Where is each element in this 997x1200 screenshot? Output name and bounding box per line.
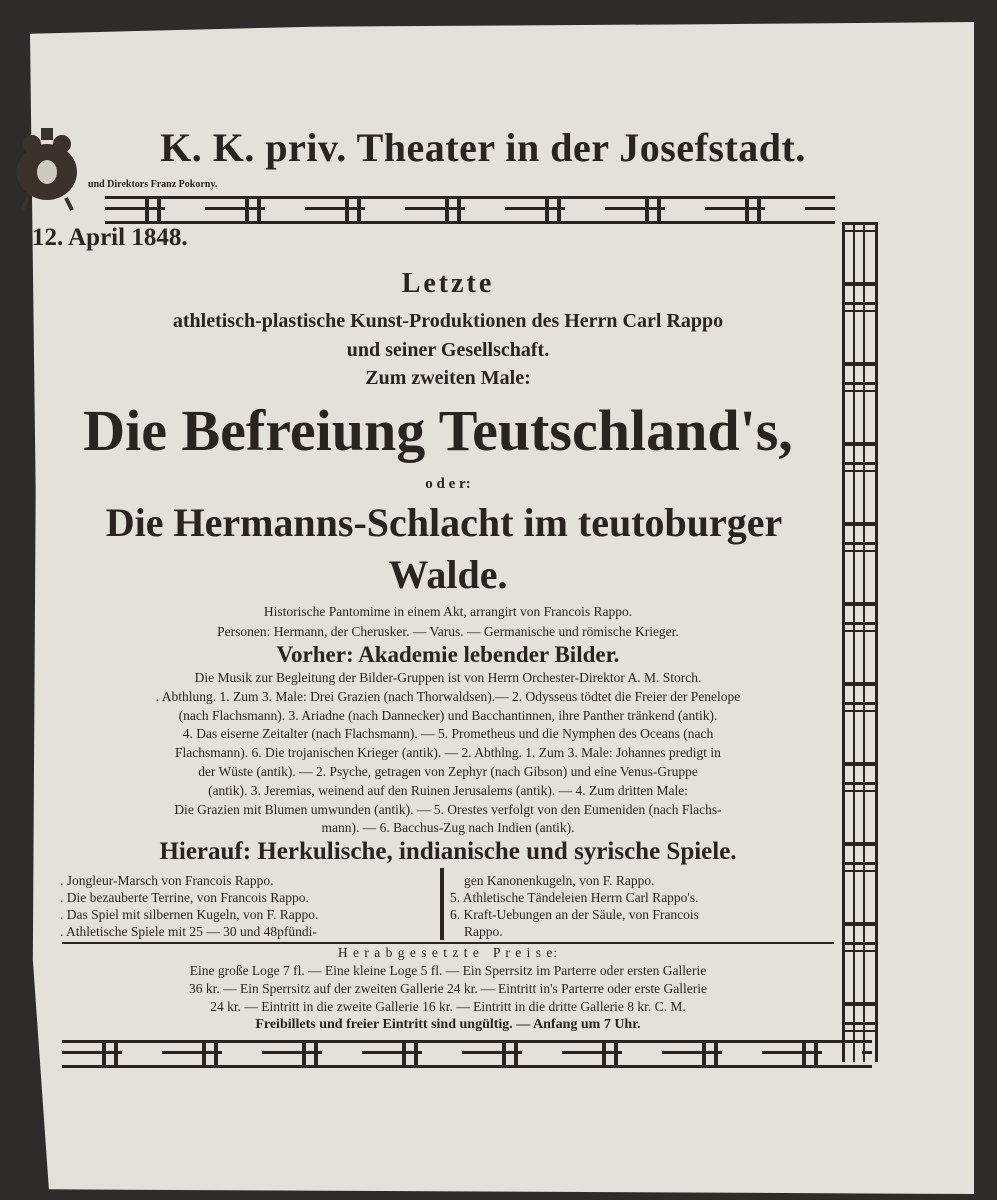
price-line: 36 kr. — Ein Sperrsitz auf der zweiten Gallerie 24 kr. — Eintritt in's Parterre oder erste Gallerie [189, 981, 707, 996]
program-item: . Athletische Spiele mit 25 — 30 und 48pfündi- [60, 924, 317, 939]
price-line: 24 kr. — Eintritt in die zweite Gallerie 16 kr. — Eintritt in die dritte Gallerie 8 kr. C. M. [210, 999, 686, 1014]
program-right-column [450, 872, 836, 940]
pantomime-line: Historische Pantomime in einem Akt, arrangirt von Francois Rappo. [263, 604, 633, 619]
program-item: . Das Spiel mit silbernen Kugeln, von F. Rappo. [60, 907, 319, 922]
section-divider [62, 942, 834, 944]
program-item: Rappo. [464, 924, 503, 939]
top-ornament-rule [105, 196, 835, 224]
headline-line3: Zum zweiten Male: [365, 367, 531, 389]
bottom-ornament-rule [62, 1040, 872, 1068]
alt-title-line1: Die Hermanns-Schlacht im teutoburger [105, 500, 783, 545]
alt-title-line2: Walde. [388, 552, 508, 597]
program-item: 6. Kraft-Uebungen an der Säule, von Francois [450, 907, 699, 922]
director-subtitle: und Direktors Franz Pokorny. [88, 179, 218, 190]
prices-heading: H e r a b g e s e t z t e P r e i s e: [337, 945, 559, 960]
letzte-heading: Letzte [401, 268, 495, 299]
akademie-body-line: 4. Das eiserne Zeitalter (nach Flachsmann). — 5. Prometheus und die Nymphen des Oceans (nach [182, 726, 714, 742]
vorher-heading: Vorher: Akademie lebender Bilder. [276, 642, 620, 667]
program-left-column [60, 872, 436, 940]
main-title: Die Befreiung Teutschland's, [83, 398, 793, 463]
program-item: . Die bezauberte Terrine, von Francois Rappo. [60, 890, 309, 905]
personen-line: Personen: Hermann, der Cherusker. — Varus. — Germanische und römische Krieger. [217, 624, 679, 639]
theater-title: K. K. priv. Theater in der Josefstadt. [160, 125, 806, 170]
akademie-body-line: der Wüste (antik). — 2. Psyche, getragen von Zephyr (nach Gibson) und eine Venus-Gruppe [198, 764, 698, 779]
akademie-body-line: . Abthlung. 1. Zum 3. Male: Drei Grazien (nach Thorwaldsen).— 2. Odysseus tödtet die Freier der Penelope [155, 688, 741, 704]
akademie-body-line: (antik). 3. Jeremias, weinend auf den Ruinen Jerusalems (antik). — 4. Zum dritten Male: [208, 782, 688, 798]
akademie-body-line: mann). — 6. Bacchus-Zug nach Indien (antik). [321, 820, 575, 836]
date: 12. April 1848. [32, 224, 188, 251]
program-item: 5. Athletische Tändeleien Herrn Carl Rappo's. [450, 890, 699, 905]
oder-label: o d e r: [425, 476, 471, 492]
hierauf-heading: Hierauf: Herkulische, indianische und syrische Spiele. [159, 838, 737, 865]
headline-line2: und seiner Gesellschaft. [346, 339, 550, 361]
column-divider [440, 868, 444, 940]
double-headed-eagle-emblem [8, 124, 86, 212]
program-item: . Jongleur-Marsch von Francois Rappo. [60, 873, 274, 888]
footer-note: Freibillets und freier Eintritt sind ungültig. — Anfang um 7 Uhr. [255, 1017, 641, 1032]
akademie-body-line: Die Grazien mit Blumen umwunden (antik). — 5. Orestes verfolgt von den Eumeniden (nach Flachs- [174, 801, 722, 817]
akademie-body-line: Flachsmann). 6. Die trojanischen Krieger (antik). — 2. Abthlng. 1. Zum 3. Male: Johannes predigt in [175, 745, 721, 761]
headline-line1: athletisch-plastische Kunst-Produktionen des Herrn Carl Rappo [172, 310, 724, 332]
right-ornament-column [842, 222, 878, 1062]
akademie-body-line: (nach Flachsmann). 3. Ariadne (nach Dannecker) und Bacchantinnen, ihre Panther tränkend (antik). [178, 707, 718, 723]
akademie-body-line: Die Musik zur Begleitung der Bilder-Gruppen ist von Herrn Orchester-Direktor A. M. Storch. [194, 670, 702, 685]
price-line: Eine große Loge 7 fl. — Eine kleine Loge 5 fl. — Ein Sperrsitz im Parterre oder ersten Gallerie [189, 963, 707, 978]
program-item: gen Kanonenkugeln, von F. Rappo. [464, 873, 655, 888]
